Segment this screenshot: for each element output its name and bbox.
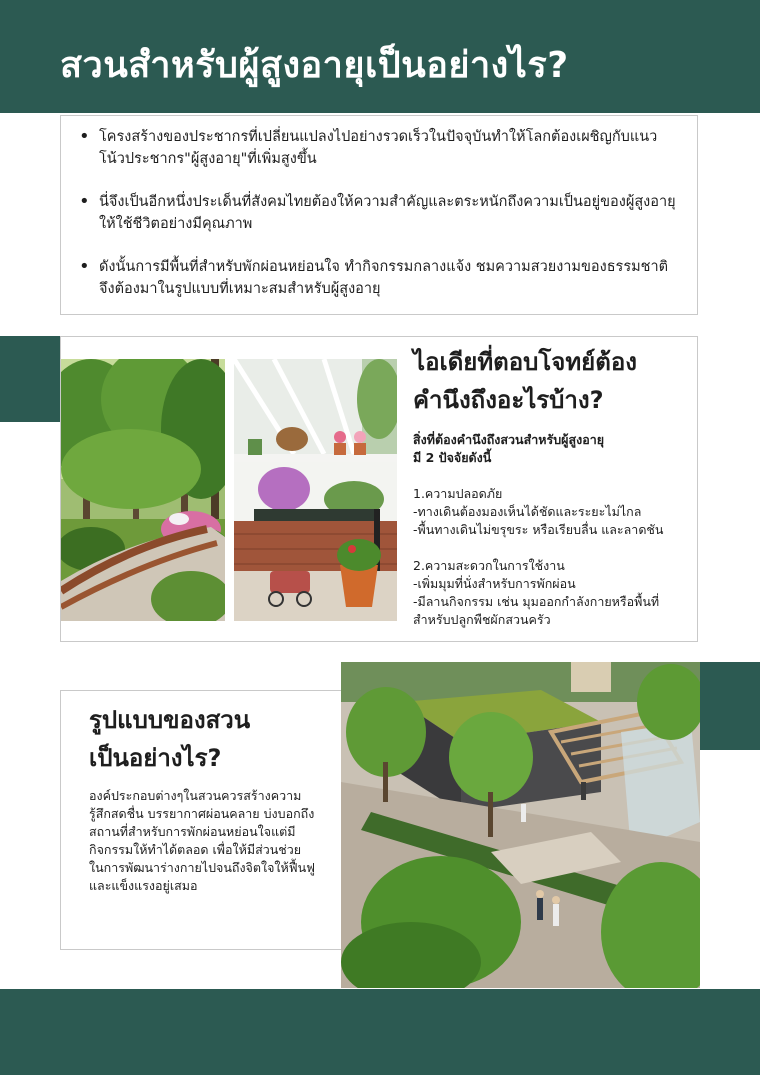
factor-item: -มีลานกิจกรรม เช่น มุมออกกำลังกายหรือพื้นที่	[413, 594, 660, 609]
intro-bullet: • นี่จึงเป็นอีกหนึ่งประเด็นที่สังคมไทยต้องให้ความสำคัญและตระหนักถึงความเป็นอยู่ของผู้สูงอายุให้ใช้ชีวิตอย่างมีคุณภาพ	[99, 191, 677, 235]
ideas-subtitle-line: สิ่งที่ต้องคำนึงถึงสวนสำหรับผู้สูงอายุ	[413, 432, 605, 447]
greenhouse-plants-photo	[234, 359, 397, 621]
intro-bullet-list	[99, 126, 677, 300]
accent-block-left	[0, 336, 60, 422]
page-title: สวนสำหรับผู้สูงอายุเป็นอย่างไร?	[60, 45, 569, 86]
factor-item: -ทางเดินต้องมองเห็นได้ชัดและระยะไม่ไกล	[413, 504, 642, 519]
ideas-subtitle-line: มี 2 ปัจจัยดังนี้	[413, 450, 492, 465]
page-header	[0, 0, 760, 113]
green-roof-garden-photo	[341, 662, 700, 988]
page-footer	[0, 989, 760, 1075]
ideas-text	[413, 343, 697, 629]
accent-block-right	[700, 662, 760, 750]
factor-item: สำหรับปลูกพืชผักสวนครัว	[413, 612, 551, 627]
factor-heading: 2.ความสะดวกในการใช้งาน	[413, 558, 565, 573]
garden-style-body: องค์ประกอบต่างๆในสวนควรสร้างความรู้สึกสดชื่น บรรยากาศผ่อนคลาย บ่งบอกถึงสถานที่สำหรับการพักผ่อนหย่อนใจแต่มีกิจกรรมให้ทำได้ตลอด เพื่อให้มีส่วนช่วยในการพัฒนาร่างกายไปจนถึงจิตใจให้ฟื้นฟูและแข็งแรงอยู่เสมอ	[89, 788, 316, 893]
garden-style-title-line: รูปแบบของสวน	[89, 706, 251, 734]
park-bridge-photo	[61, 359, 225, 621]
ideas-title-line: ไอเดียที่ตอบโจทย์ต้อง	[413, 348, 637, 376]
factor-item: -เพิ่มมุมที่นั่งสำหรับการพักผ่อน	[413, 576, 576, 591]
intro-box	[60, 115, 698, 315]
ideas-box	[60, 336, 698, 642]
intro-bullet: • ดังนั้นการมีพื้นที่สำหรับพักผ่อนหย่อนใจ ทำกิจกรรมกลางแจ้ง ชมความสวยงามของธรรมชาติ จึงต้องมาในรูปแบบที่เหมาะสมสำหรับผู้สูงอายุ	[99, 256, 677, 300]
garden-style-title-line: เป็นอย่างไร?	[89, 744, 222, 772]
intro-bullet: • โครงสร้างของประชากรที่เปลี่ยนแปลงไปอย่างรวดเร็วในปัจจุบันทำให้โลกต้องเผชิญกับแนวโน้วประชากร"ผู้สูงอายุ"ที่เพิ่มสูงขึ้น	[99, 126, 677, 170]
garden-style-box	[60, 690, 350, 950]
factor-item: -พื้นทางเดินไม่ขรุขระ หรือเรียบลื่น และลาดชัน	[413, 522, 664, 537]
factor-heading: 1.ความปลอดภัย	[413, 486, 503, 501]
ideas-title-line: คำนึงถึงอะไรบ้าง?	[413, 386, 604, 414]
